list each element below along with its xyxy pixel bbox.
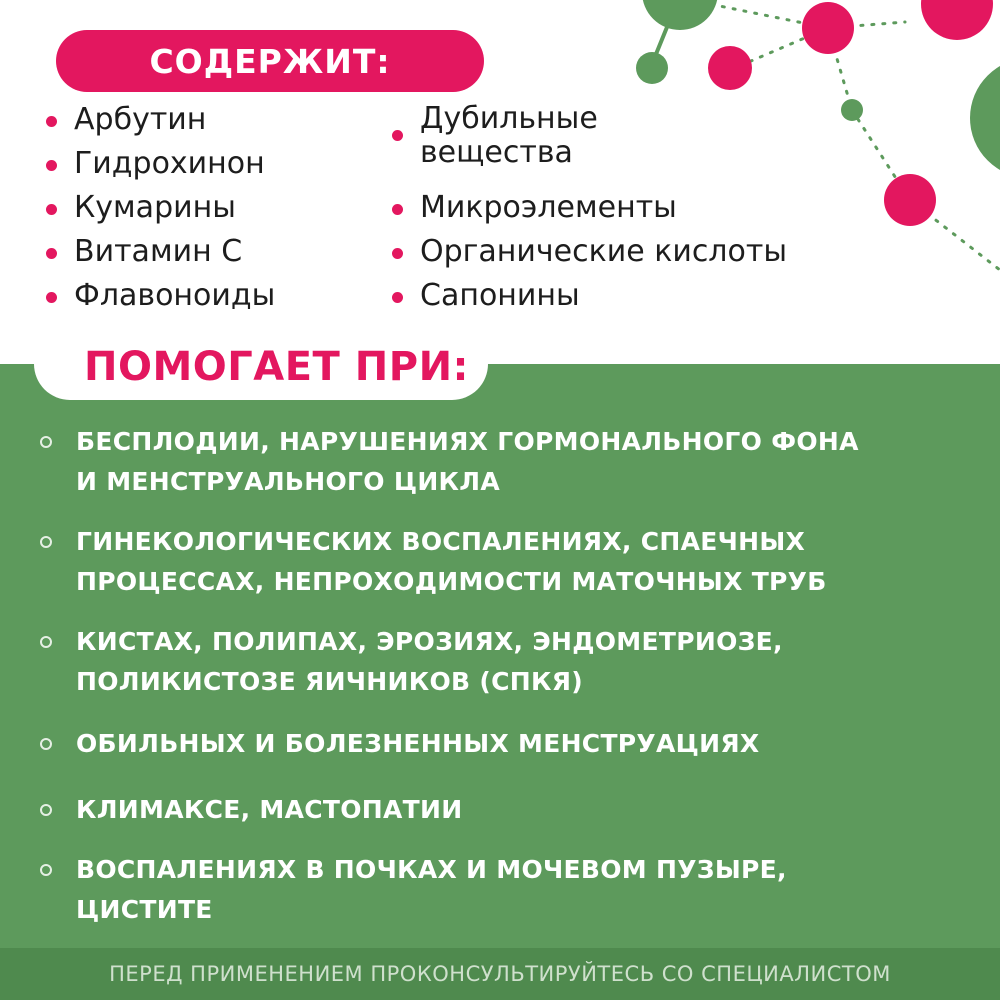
bullet-dot-icon (392, 130, 403, 141)
ingredient-item (46, 190, 236, 226)
ingredient-item (46, 234, 242, 270)
contains-title-pill (56, 30, 484, 92)
ingredient-item (46, 278, 275, 314)
bullet-dot-icon (392, 204, 403, 215)
condition-item (40, 724, 760, 764)
molecule-pink-node (802, 2, 854, 54)
condition-item (40, 850, 787, 930)
condition-label: КЛИМАКСЕ, МАСТОПАТИИ (76, 795, 463, 824)
ring-bullet-icon (40, 804, 52, 816)
molecule-pink-node (921, 0, 993, 40)
condition-label: КИСТАХ, ПОЛИПАХ, ЭРОЗИЯХ, ЭНДОМЕТРИОЗЕ, ПОЛИКИСТОЗЕ ЯИЧНИКОВ (СПКЯ) (76, 627, 783, 696)
molecule-green-node (841, 99, 863, 121)
ring-bullet-icon (40, 436, 52, 448)
ring-bullet-icon (40, 864, 52, 876)
ingredient-label: Дубильные вещества (420, 101, 598, 170)
ingredient-item (46, 102, 206, 138)
ring-bullet-icon (40, 536, 52, 548)
ingredient-label: Витамин С (74, 234, 243, 269)
condition-item (40, 422, 859, 502)
molecule-pink-node (708, 46, 752, 90)
disclaimer-footer (0, 948, 1000, 1000)
disclaimer-text: ПЕРЕД ПРИМЕНЕНИЕМ ПРОКОНСУЛЬТИРУЙТЕСЬ СО СПЕЦИАЛИСТОМ (109, 962, 891, 986)
helps-title: ПОМОГАЕТ ПРИ: (84, 344, 470, 390)
bullet-dot-icon (46, 116, 57, 127)
condition-item (40, 622, 783, 702)
condition-label: ГИНЕКОЛОГИЧЕСКИХ ВОСПАЛЕНИЯХ, СПАЕЧНЫХ ПРОЦЕССАХ, НЕПРОХОДИМОСТИ МАТОЧНЫХ ТРУБ (76, 527, 827, 596)
ingredient-label: Сапонины (420, 278, 580, 313)
molecule-green-node (642, 0, 718, 30)
ingredient-item (46, 146, 265, 182)
ingredient-label: Кумарины (74, 190, 236, 225)
bullet-dot-icon (46, 248, 57, 259)
ingredient-label: Гидрохинон (74, 146, 265, 181)
molecule-green-node (970, 58, 1000, 178)
ingredient-label: Арбутин (74, 102, 207, 137)
condition-item (40, 522, 827, 602)
ingredient-label: Микроэлементы (420, 190, 677, 225)
ingredient-item (392, 278, 580, 314)
ring-bullet-icon (40, 738, 52, 750)
ingredient-item (392, 234, 787, 270)
ingredient-item (392, 190, 677, 226)
ring-bullet-icon (40, 636, 52, 648)
bullet-dot-icon (392, 248, 403, 259)
condition-label: БЕСПЛОДИИ, НАРУШЕНИЯХ ГОРМОНАЛЬНОГО ФОНА И МЕНСТРУАЛЬНОГО ЦИКЛА (76, 427, 859, 496)
bullet-dot-icon (46, 160, 57, 171)
bullet-dot-icon (46, 204, 57, 215)
contains-title: СОДЕРЖИТ: (149, 41, 391, 81)
bullet-dot-icon (392, 292, 403, 303)
ingredient-item (392, 102, 598, 170)
molecule-pink-node (884, 174, 936, 226)
ingredient-label: Флавоноиды (74, 278, 276, 313)
bullet-dot-icon (46, 292, 57, 303)
molecule-green-node (636, 52, 668, 84)
condition-label: ОБИЛЬНЫХ И БОЛЕЗНЕННЫХ МЕНСТРУАЦИЯХ (76, 729, 760, 758)
condition-item (40, 790, 462, 830)
condition-label: ВОСПАЛЕНИЯХ В ПОЧКАХ И МОЧЕВОМ ПУЗЫРЕ, ЦИСТИТЕ (76, 855, 787, 924)
ingredient-label: Органические кислоты (420, 234, 788, 269)
